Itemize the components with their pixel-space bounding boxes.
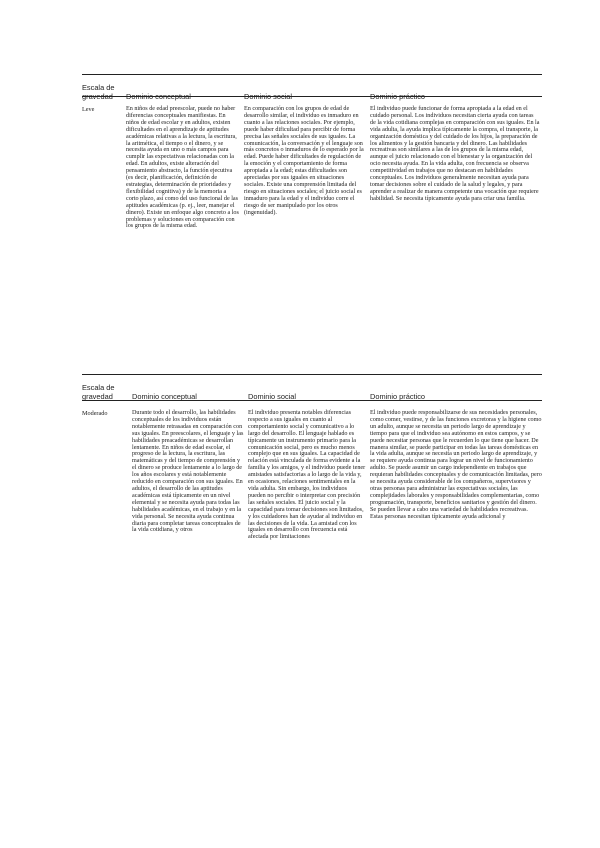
header-severity: Escala de gravedad bbox=[82, 83, 115, 101]
table-row bbox=[82, 104, 542, 334]
header-rule bbox=[82, 400, 542, 401]
header-rule bbox=[82, 96, 542, 97]
header-conceptual: Dominio conceptual bbox=[126, 92, 191, 101]
top-rule bbox=[82, 74, 542, 75]
header-social: Dominio social bbox=[244, 92, 293, 101]
social-text: En comparación con los grupos de edad de desarrollo similar, el individuo es inmaduro en cuanto a las relaciones sociales. Por ejemplo, puede haber dificultad para percibir de forma precisa las señales sociales de sus iguales. La comunicación, la conversación y el lenguaje son más concretos o inmaduros de lo esperado por la edad. Puede haber dificultades de regulación de la emoción y el comportamiento de forma apropiada a la edad; estas dificultades son apreciadas por sus iguales en situaciones sociales. Existe una comprensión limitada del riesgo en situaciones sociales; el juicio social es inmaduro para la edad y el individuo corre el riesgo de ser manipulado por los otros (ingenuidad). bbox=[244, 106, 364, 216]
header-practical: Dominio práctico bbox=[370, 392, 426, 401]
top-rule bbox=[82, 374, 542, 375]
severity-level: Moderado bbox=[82, 410, 108, 417]
table-header bbox=[82, 74, 542, 104]
header-conceptual: Dominio conceptual bbox=[132, 392, 197, 401]
header-practical: Dominio práctico bbox=[370, 92, 426, 101]
header-social: Dominio social bbox=[248, 392, 297, 401]
social-text: El individuo presenta notables diferencias respecto a sus iguales en cuanto al comportamiento social y comunicativo a lo largo del desarrollo. El lenguaje hablado es típicamente un instrumento primario para la comunicación social, pero es mucho menos complejo que en sus iguales. La capacidad de relación está vinculada de forma evidente a la familia y los amigos, y el individuo puede tener amistades satisfactorias a lo largo de la vida y, en ocasiones, relaciones sentimentales en la vida adulta. Sin embargo, los individuos pueden no percibir o interpretar con precisión las señales sociales. El juicio social y la capacidad para tomar decisiones son limitados, y los cuidadores han de ayudar al individuo en las decisiones de la vida. La amistad con los iguales en desarrollo con frecuencia está afectada por limitaciones bbox=[248, 410, 366, 541]
table-moderado bbox=[82, 374, 542, 628]
table-leve bbox=[82, 74, 542, 334]
conceptual-text: En niños de edad preescolar, puede no haber diferencias conceptuales manifiestas. En niños de edad escolar y en adultos, existen dificultades en el aprendizaje de aptitudes académicas relativas a la lectura, la escritura, la aritmética, el tiempo o el dinero, y se necesita ayuda en uno o más campos para cumplir las expectativas relacionadas con la edad. En adultos, existe alteración del pensamiento abstracto, la función ejecutiva (es decir, planificación, definición de estrategias, determinación de prioridades y flexibilidad cognitiva) y de la memoria a corto plazo, así como del uso funcional de las aptitudes académicas (p. ej., leer, manejar el dinero). Existe un enfoque algo concreto a los problemas y soluciones en comparación con los grupos de la misma edad. bbox=[126, 106, 239, 230]
conceptual-text: Durante todo el desarrollo, las habilidades conceptuales de los individuos están notablemente retrasadas en comparación con sus iguales. En preescolares, el lenguaje y las habilidades preacadémicas se desarrollan lentamente. En niños de edad escolar, el progreso de la lectura, la escritura, las matemáticas y del tiempo de comprensión y el dinero se produce lentamente a lo largo de los años escolares y está notablemente reducido en comparación con sus iguales. En adultos, el desarrollo de las aptitudes académicas está típicamente en un nivel elemental y se necesita ayuda para todas las habilidades académicas, en el trabajo y en la vida personal. Se necesita ayuda continua diaria para completar tareas conceptuales de la vida cotidiana, y otros bbox=[132, 410, 244, 534]
header-severity: Escala de gravedad bbox=[82, 383, 115, 401]
severity-level: Leve bbox=[82, 106, 95, 113]
practical-text: El individuo puede responsabilizarse de sus necesidades personales, como comer, vestirse, y de las funciones excretoras y la higiene como un adulto, aunque se necesita un periodo largo de aprendizaje y tiempo para que el individuo sea autónomo en estos campos, y se puede necesitar personas que le recuerden lo que tiene que hacer. De manera similar, se puede participar en todas las tareas domésticas en la vida adulta, aunque se necesita un periodo largo de aprendizaje, y se requiere ayuda continua para lograr un nivel de funcionamiento adulto. Se puede asumir un cargo independiente en trabajos que requieran habilidades conceptuales y de comunicación limitadas, pero se necesita ayuda considerable de los compañeros, supervisores y otras personas para administrar las expectativas sociales, las complejidades laborales y responsabilidades complementarias, como programación, transporte, beneficios sanitarios y gestión del dinero. Se pueden llevar a cabo una variedad de habilidades recreativas. Estas personas necesitan típicamente ayuda adicional y bbox=[370, 410, 542, 520]
table-row bbox=[82, 408, 542, 628]
practical-text: El individuo puede funcionar de forma apropiada a la edad en el cuidado personal. Los individuos necesitan cierta ayuda con tareas de la vida cotidiana complejas en comparación con sus iguales. En la vida adulta, la ayuda implica típicamente la compra, el transporte, la organización doméstica y del cuidado de los hijos, la preparación de los alimentos y la gestión bancaria y del dinero. Las habilidades recreativas son similares a las de los grupos de la misma edad, aunque el juicio relacionado con el bienestar y la organización del ocio necesita ayuda. En la vida adulta, con frecuencia se observa competitividad en trabajos que no destacan en habilidades conceptuales. Los individuos generalmente necesitan ayuda para tomar decisiones sobre el cuidado de la salud y legales, y para aprender a realizar de manera competente una vocación que requiere habilidad. Se necesita típicamente ayuda para criar una familia. bbox=[370, 106, 540, 202]
